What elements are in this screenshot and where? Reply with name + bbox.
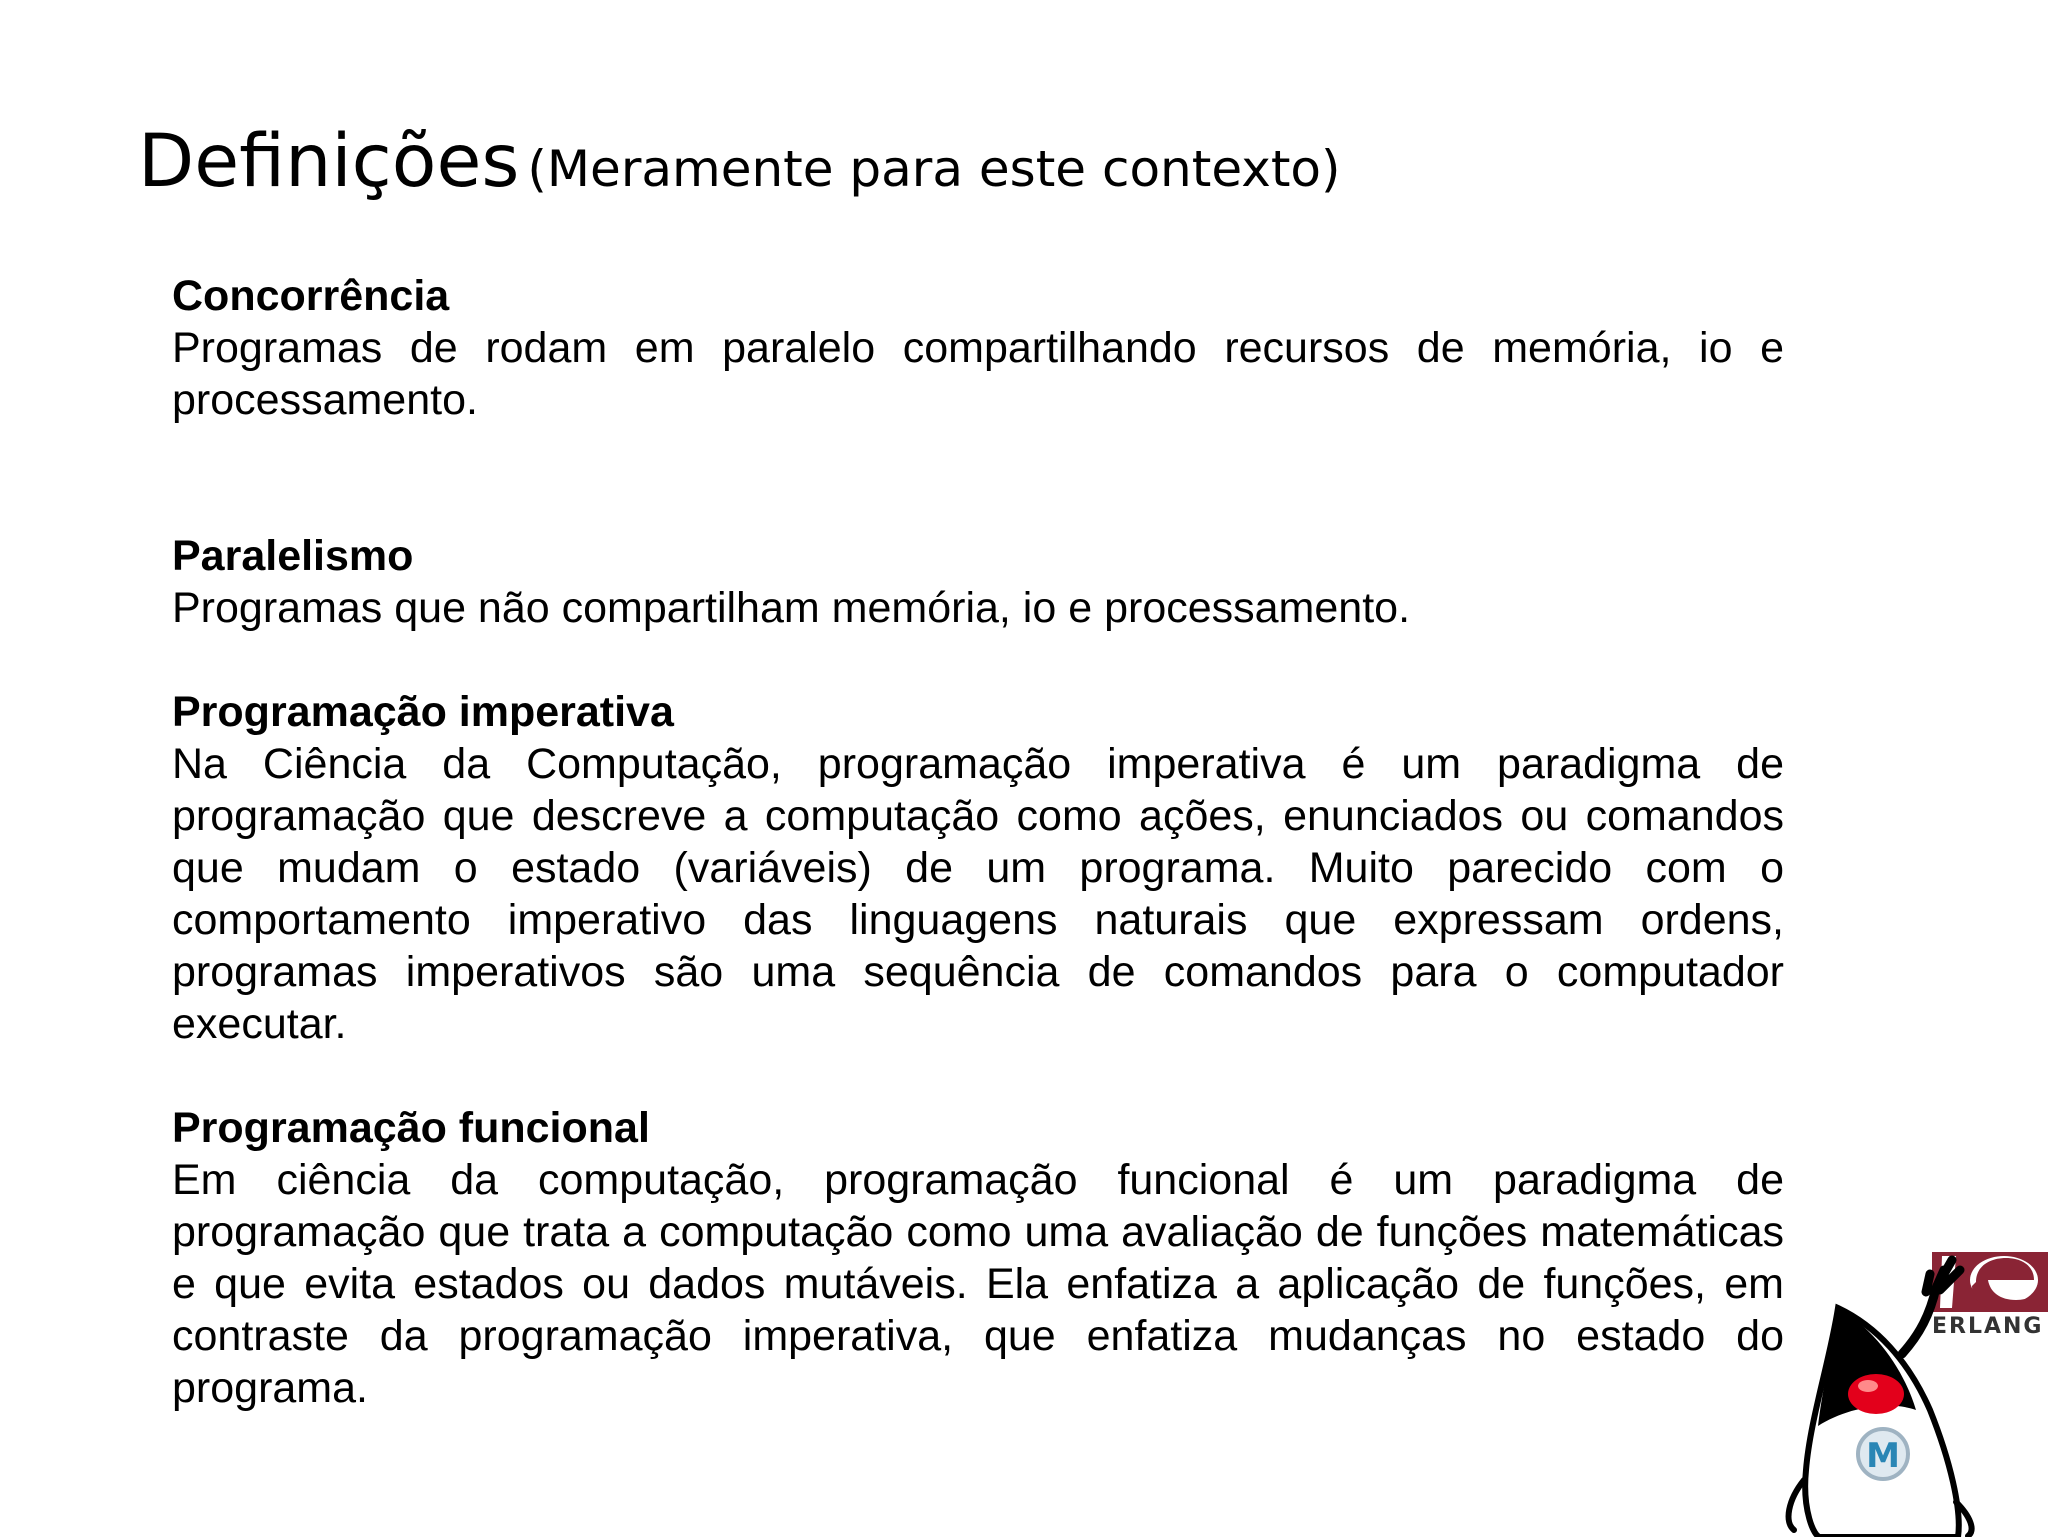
title-subtitle: (Meramente para este contexto)	[527, 140, 1341, 198]
section-body: Na Ciência da Computação, programação imperativa é um paradigma de programação que descreve a computação como ações, enunciados ou comandos que mudam o estado (variáveis) de um programa. Muito parecido com o comportamento imperativo das linguagens naturais que expressam ordens, programas imperativos são uma sequência de comandos para o computador executar.	[172, 740, 1784, 1048]
section-programacao-funcional	[172, 1102, 1784, 1414]
section-heading: Programação funcional	[172, 1104, 650, 1152]
section-body: Em ciência da computação, programação funcional é um paradigma de programação que trata a computação como uma avaliação de funções matemáticas e que evita estados ou dados mutáveis. Ela enfatiza a aplicação de funções, em contraste da programação imperativa, que enfatiza mudanças no estado do programa.	[172, 1156, 1784, 1412]
logos-illustration	[1780, 1230, 2048, 1537]
slide-title	[138, 118, 1341, 206]
title-main: Definições	[138, 119, 520, 204]
section-heading: Concorrência	[172, 272, 450, 320]
section-programacao-imperativa	[172, 686, 1784, 1050]
section-heading: Programação imperativa	[172, 688, 674, 736]
section-concorrencia	[172, 270, 1784, 426]
badge-letter: M	[1866, 1436, 1900, 1476]
duke-body	[1805, 1308, 1959, 1537]
duke-nose	[1848, 1374, 1904, 1414]
section-spacer	[172, 1050, 1784, 1102]
section-heading: Paralelismo	[172, 532, 414, 580]
section-body: Programas de rodam em paralelo compartilhando recursos de memória, io e processamento.	[172, 324, 1784, 424]
section-spacer	[172, 426, 1784, 530]
section-body: Programas que não compartilham memória, io e processamento.	[172, 584, 1411, 632]
definitions-content	[172, 270, 1784, 1414]
section-spacer	[172, 634, 1784, 686]
section-paralelismo	[172, 530, 1784, 634]
erlang-wordmark: ERLANG	[1932, 1314, 2044, 1339]
